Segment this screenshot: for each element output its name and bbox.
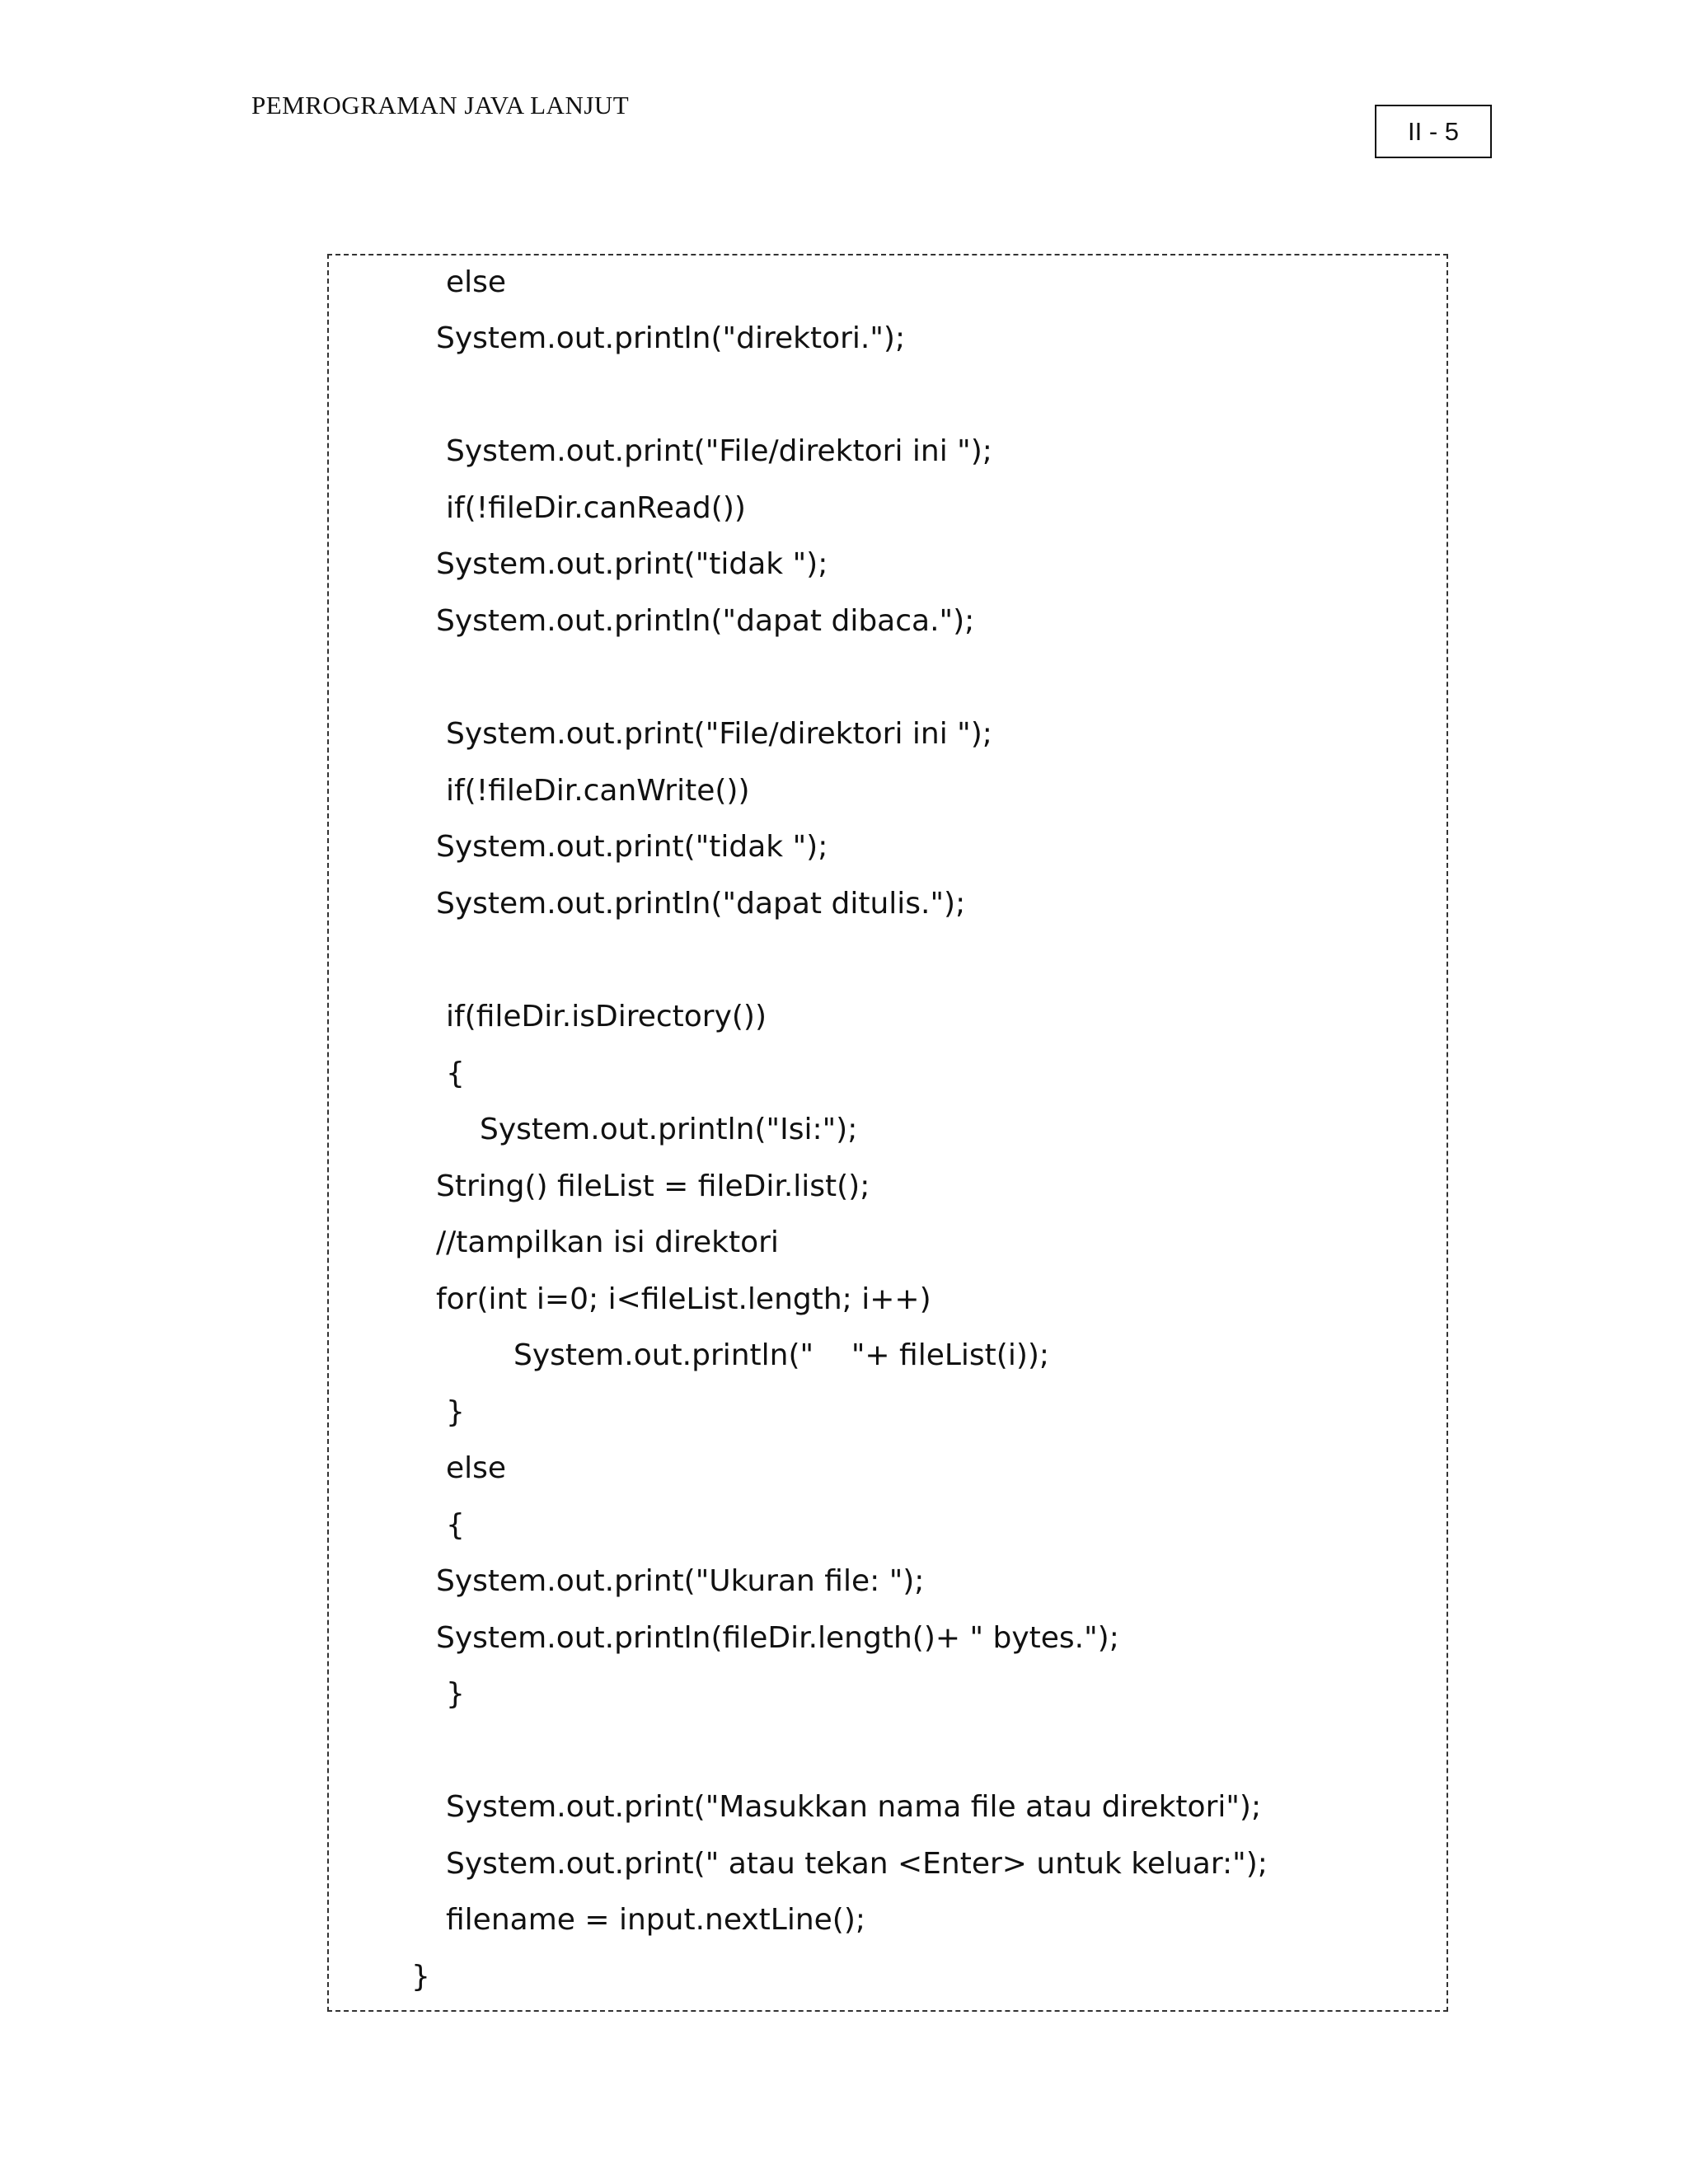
code-line-17: String() fileList = fileDir.list(); [436,1169,870,1203]
code-line-7: System.out.println("dapat dibaca."); [436,604,975,638]
code-line-14: if(fileDir.isDirectory()) [446,1000,767,1033]
code-line-25: System.out.println(fileDir.length()+ " bytes."); [436,1621,1119,1655]
code-line-21: } [446,1395,465,1429]
code-line-1: else [446,265,507,299]
code-line-28: System.out.print("Masukkan nama file atau direktori"); [446,1790,1262,1824]
code-line-19: for(int i=0; i<fileList.length; i++) [436,1282,931,1316]
code-line-4: System.out.print("File/direktori ini "); [446,434,992,468]
code-line-16: System.out.println("Isi:"); [480,1113,858,1146]
code-line-6: System.out.print("tidak "); [436,547,828,581]
code-line-2: System.out.println("direktori."); [436,321,906,355]
code-line-30: filename = input.nextLine(); [446,1903,866,1937]
code-line-11: System.out.print("tidak "); [436,830,828,864]
code-line-9: System.out.print("File/direktori ini "); [446,717,992,751]
running-header-title: PEMROGRAMAN JAVA LANJUT [251,91,630,120]
code-line-24: System.out.print("Ukuran file: "); [436,1564,925,1598]
code-line-18: //tampilkan isi direktori [436,1226,779,1259]
code-line-15: { [446,1057,465,1090]
code-line-26: } [446,1677,465,1711]
code-line-20: System.out.println(" "+ fileList(i)); [513,1338,1050,1372]
code-line-5: if(!fileDir.canRead()) [446,491,746,525]
code-line-22: else [446,1451,507,1485]
code-line-10: if(!fileDir.canWrite()) [446,774,750,808]
code-line-31: } [411,1960,430,1994]
code-line-12: System.out.println("dapat ditulis."); [436,887,966,921]
code-line-29: System.out.print(" atau tekan <Enter> untuk keluar:"); [446,1847,1268,1881]
code-line-23: { [446,1508,465,1542]
code-listing-box [327,254,1448,2012]
page-number: II - 5 [1375,105,1492,158]
